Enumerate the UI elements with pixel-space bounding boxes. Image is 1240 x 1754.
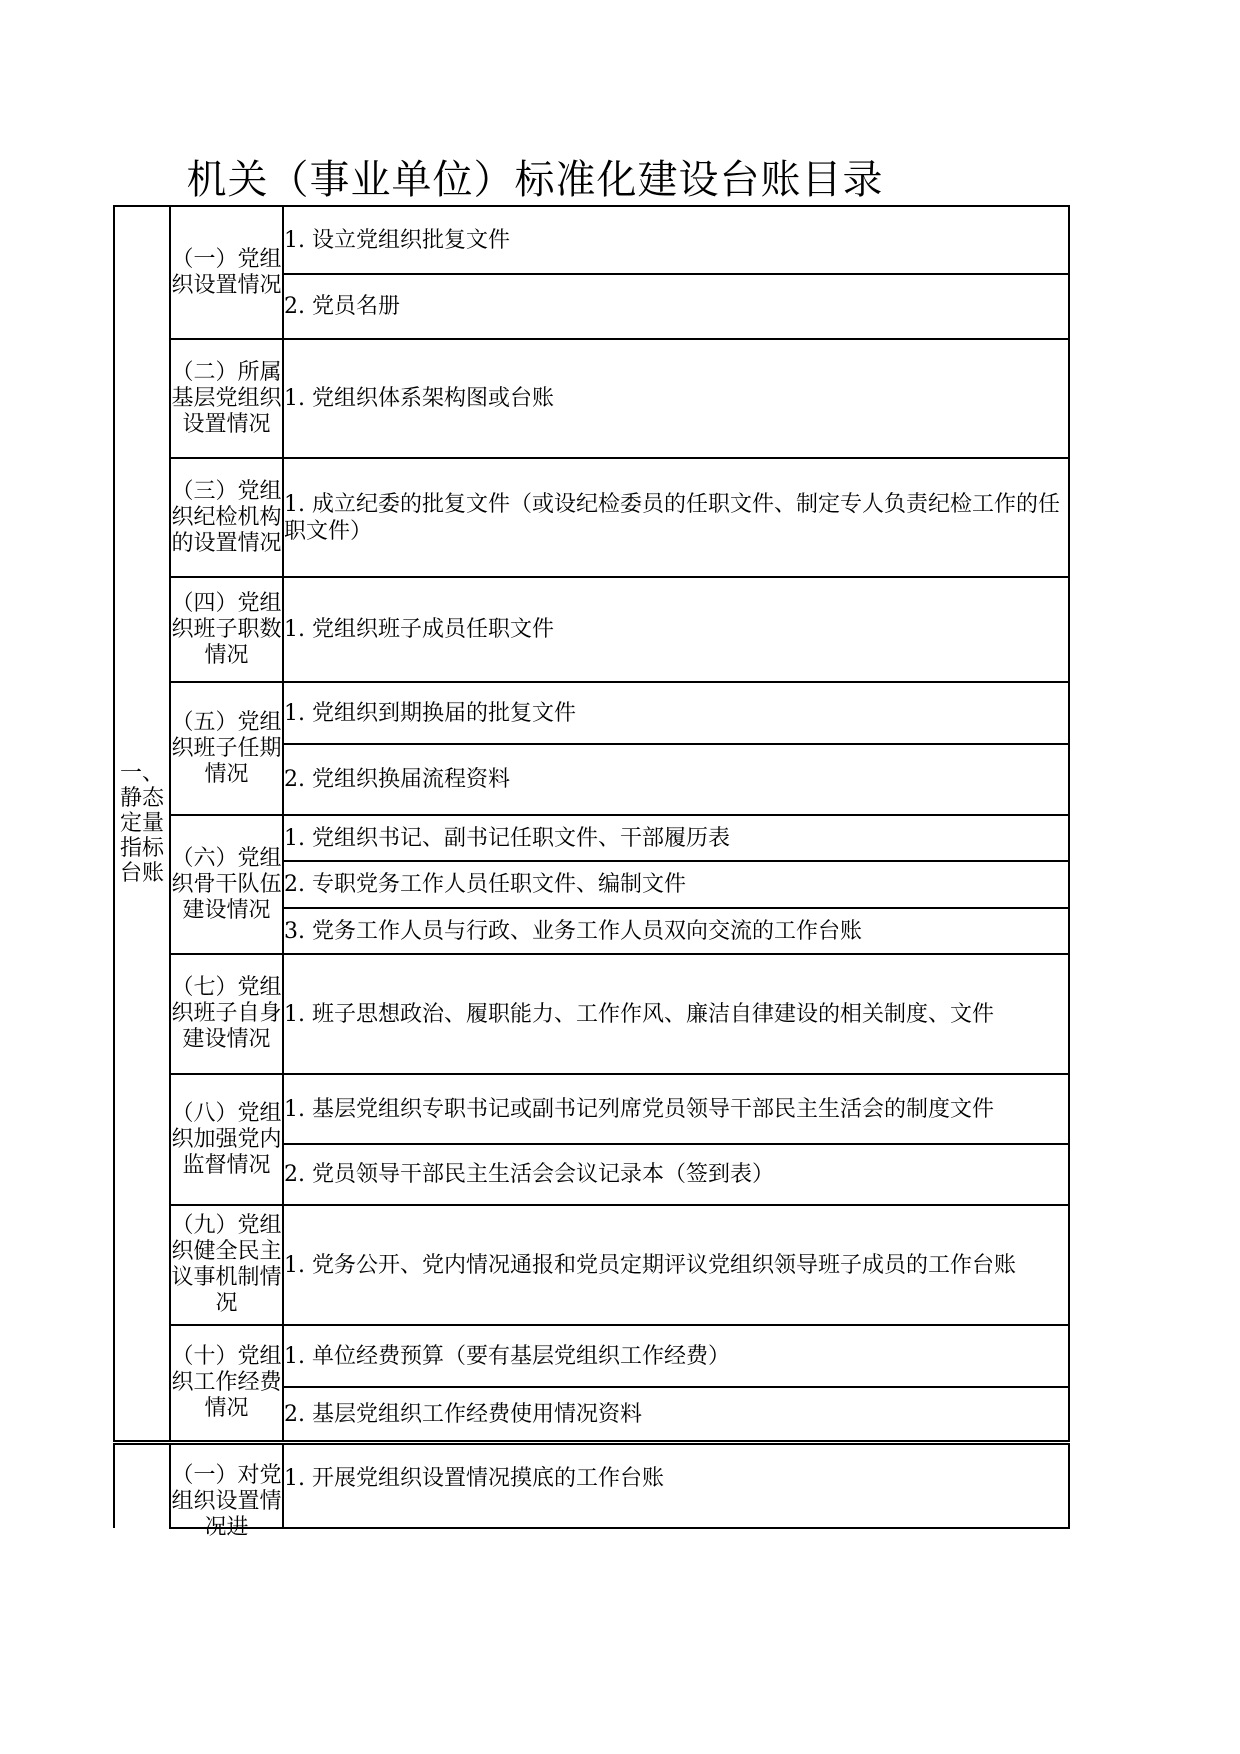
subcategory-cell: （三）党组织纪检机构的设置情况 [170,458,283,577]
item-cell: 2. 基层党组织工作经费使用情况资料 [283,1387,1069,1441]
subcategory-cell: （九）党组织健全民主议事机制情况 [170,1205,283,1325]
major-category-cell: 一、静态定量指标台账 [114,206,170,1441]
item-cell: 1. 党组织书记、副书记任职文件、干部履历表 [283,815,1069,861]
table-row [114,339,1069,458]
item-cell: 1. 成立纪委的批复文件（或设纪检委员的任职文件、制定专人负责纪检工作的任职文件） [283,458,1069,577]
subcategory-cell: （一）党组织设置情况 [170,206,283,339]
table-row [114,1444,1069,1528]
table-row [114,1205,1069,1325]
item-cell: 1. 党组织体系架构图或台账 [283,339,1069,458]
item-cell: 3. 党务工作人员与行政、业务工作人员双向交流的工作台账 [283,908,1069,954]
subcategory-cell: （二）所属基层党组织设置情况 [170,339,283,458]
table-row [114,1074,1069,1144]
table-row [114,458,1069,577]
subcategory-label: （一）对党组织设置情况进 [171,1463,282,1540]
table-row [114,815,1069,861]
table-row [114,682,1069,744]
page-title: 机关（事业单位）标准化建设台账目录 [186,157,884,203]
subcategory-cell: （八）党组织加强党内监督情况 [170,1074,283,1205]
item-cell: 1. 设立党组织批复文件 [283,206,1069,274]
item-cell: 2. 党组织换届流程资料 [283,744,1069,815]
subcategory-cell: （五）党组织班子任期情况 [170,682,283,815]
table-row [114,577,1069,682]
table-row [114,206,1069,274]
item-cell: 1. 党组织到期换届的批复文件 [283,682,1069,744]
table-row [114,1325,1069,1387]
ledger-table-continued [113,1443,1070,1540]
item-cell: 1. 开展党组织设置情况摸底的工作台账 [283,1444,1069,1528]
major-category-cell [114,1444,170,1528]
item-cell: 1. 党务公开、党内情况通报和党员定期评议党组织领导班子成员的工作台账 [283,1205,1069,1325]
item-cell: 1. 班子思想政治、履职能力、工作作风、廉洁自律建设的相关制度、文件 [283,954,1069,1074]
subcategory-cell: （七）党组织班子自身建设情况 [170,954,283,1074]
item-cell: 1. 基层党组织专职书记或副书记列席党员领导干部民主生活会的制度文件 [283,1074,1069,1144]
item-cell: 1. 单位经费预算（要有基层党组织工作经费） [283,1325,1069,1387]
item-cell: 1. 党组织班子成员任职文件 [283,577,1069,682]
subcategory-cell: （十）党组织工作经费情况 [170,1325,283,1441]
table-row [114,954,1069,1074]
subcategory-cell: （四）党组织班子职数情况 [170,577,283,682]
ledger-table [113,205,1070,1442]
item-cell: 2. 专职党务工作人员任职文件、编制文件 [283,861,1069,908]
item-cell: 2. 党员领导干部民主生活会会议记录本（签到表） [283,1144,1069,1205]
item-cell: 2. 党员名册 [283,274,1069,339]
subcategory-cell: （六）党组织骨干队伍建设情况 [170,815,283,954]
subcategory-cell [170,1444,283,1540]
